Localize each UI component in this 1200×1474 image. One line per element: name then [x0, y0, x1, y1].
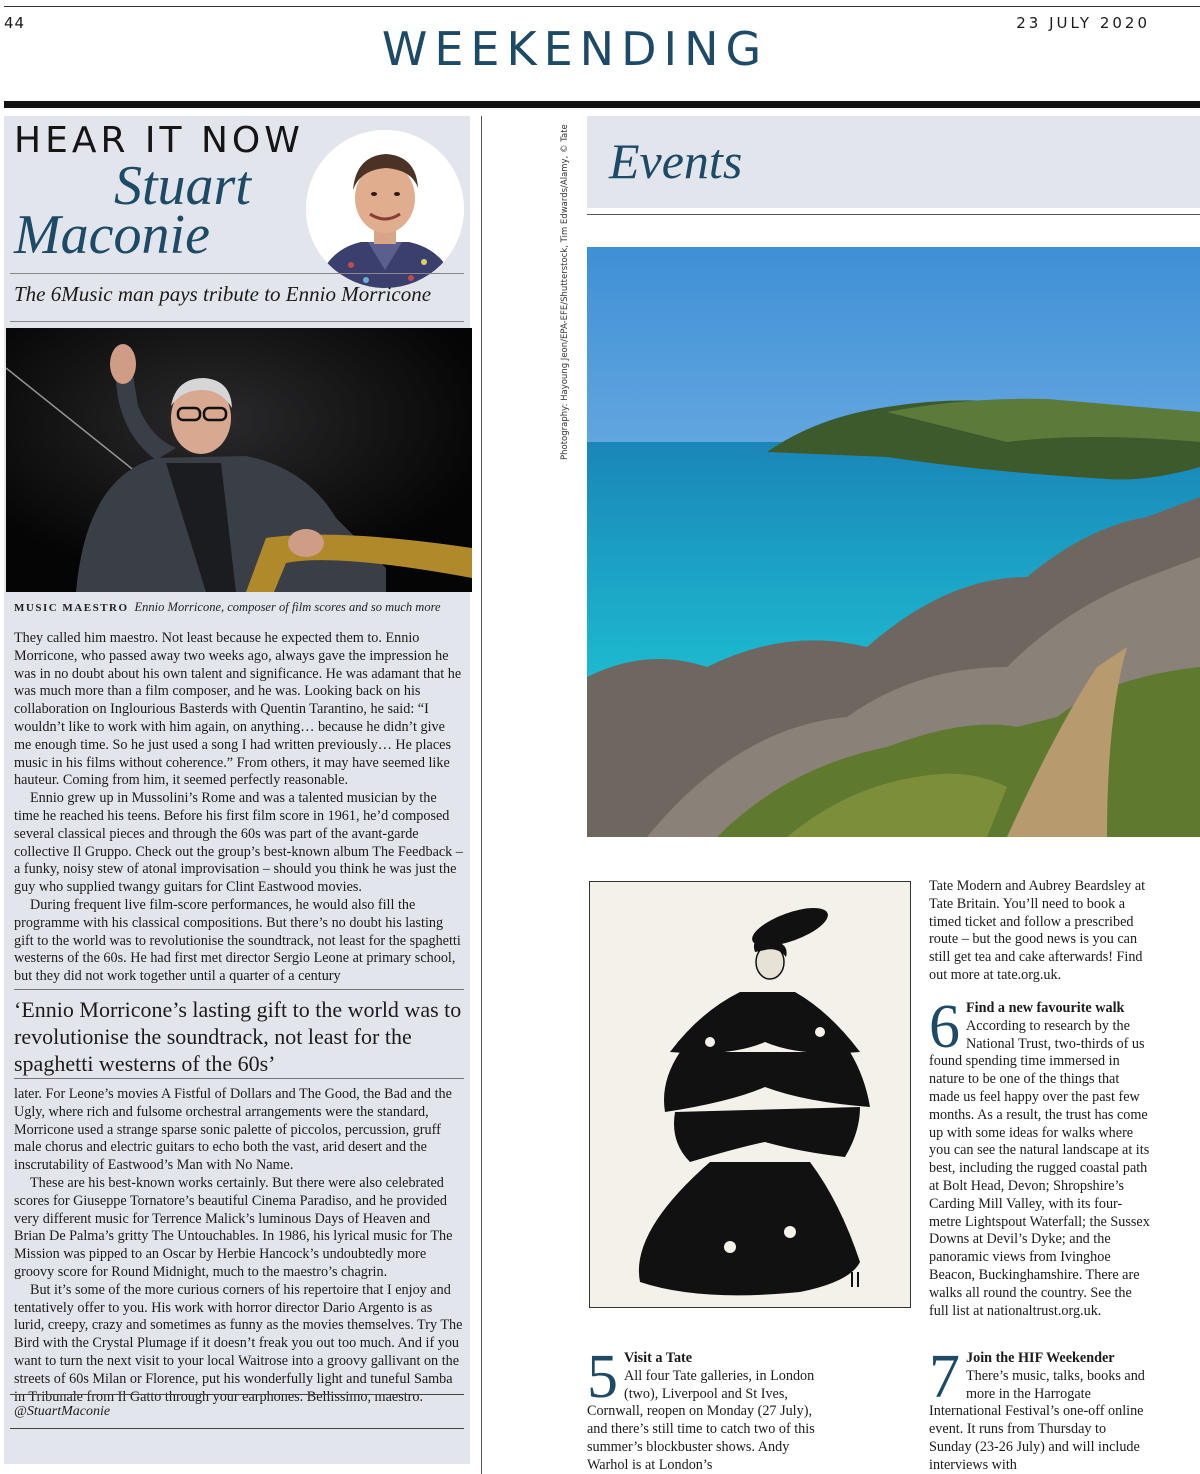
beardsley-illustration [589, 881, 911, 1308]
author-handle: @StuartMaconie [14, 1404, 111, 1419]
pull-quote-rule [14, 989, 464, 990]
event-item-6 [929, 993, 1151, 1320]
event-text: There’s music, talks, books and more in the Harrogate International Festival’s one-off online event. It runs from Thursday to Sunday (23-26 July) and will include interviews with [929, 1367, 1145, 1473]
pull-quote: ‘Ennio Morricone’s lasting gift to the world was to revolutionise the soundtrack, not least for the spaghetti westerns of the 60s’ [14, 997, 462, 1076]
article-paragraph: But it’s some of the more curious corners of his repertoire that I enjoy and tentatively offer to you. His work with horror director Dario Argento is as lurid, creepy, crazy and sometimes as funny as the movies themselves. Try The Bird with the Crystal Plumage if it doesn’t freak you out too much. And if you want to turn the next visit to your local Waitrose into a groovy gallivant on the streets of 60s Milan or Florence, put his wonderfully light and tuneful Samba in Tribunale from Il Gatto through your earphones. Bellissimo, maestro. [14, 1281, 463, 1405]
events-header [587, 116, 1200, 208]
article-body-top [14, 630, 464, 986]
article-paragraph: They called him maestro. Not least because he expected them to. Ennio Morricone, who passed away two weeks ago, always gave the impression he was in no doubt about his own talent and significance. He was adamant that he was much more than a film composer, and he was. Looking back on his collaboration on Inglourious Basterds with Quentin Tarantino, he said: “I wouldn’t like to work with him again, on anything… because he didn’t give me enough time. So he just used a song I had written previously… He places music in his films without coherence.” From others, it may have seemed like hauteur. Coming from him, it seemed perfectly reasonable. [14, 630, 462, 789]
section-masthead: WEEKENDING [381, 22, 769, 76]
pull-quote-rule [14, 1078, 464, 1079]
event-item-7 [929, 1343, 1151, 1474]
signoff-rule [10, 1394, 464, 1395]
author-headshot [306, 130, 464, 288]
author-last-name: Maconie [14, 204, 210, 266]
article-paragraph: During frequent live film-score performances, he would also fill the programme with his classical compositions. But there’s no doubt his lasting gift to the world was to revolutionise the soundtrack, not least for the spaghetti westerns of the 60s. He had first met director Sergio Leone at primary school, but they did not work together until a quarter of a century [14, 896, 461, 985]
event-text: All four Tate galleries, in London (two), Liverpool and St Ives, Cornwall, reopen on Monday (27 July), and there’s still time to catch two of this summer’s blockbuster shows. Andy Warhol is at London’s [587, 1367, 815, 1473]
coastal-photo [587, 247, 1200, 837]
photo-caption [14, 600, 441, 615]
event-text: According to research by the National Trust, two-thirds of us found spending time immersed in nature to be one of the things that made us feel happy over the past few months. As a result, the trust has come up with some ideas for walks where you can see the natural landscape at its best, including the rugged coastal path at Bolt Head, Devon; Shropshire’s Carding Mill Valley, with its four-metre Lightspout Waterfall; the Sussex Downs at Devil’s Dyke; and the panoramic views from Ivinghoe Beacon, Buckinghamshire. There are walks all round the country. See the full list at nationaltrust.org.uk. [929, 1017, 1150, 1319]
caption-label: MUSIC MAESTRO [14, 602, 129, 614]
masthead-rule [4, 101, 1200, 108]
column-label: HEAR IT NOW [14, 120, 304, 161]
standfirst: The 6Music man pays tribute to Ennio Morricone [14, 282, 432, 306]
issue-date: 23 JULY 2020 [1016, 14, 1150, 32]
event-item-5 [587, 1343, 819, 1474]
photo-credit: Photography: Hayoung Jeon/EPA-EFE/Shutterstock, Tim Edwards/Alamy, © Tate [560, 124, 570, 460]
article-paragraph: later. For Leone’s movies A Fistful of Dollars and The Good, the Bad and the Ugly, where rich and fulsome orchestral arrangements were the standard, Morricone used a strange sparse sonic palette of piccolos, percussion, gruff male chorus and electric guitars to echo both the vast, arid desert and the inscrutability of Eastwood’s Man with No Name. [14, 1086, 452, 1174]
event-title: Visit a Tate [624, 1350, 693, 1366]
author-first-name: Stuart [114, 155, 251, 217]
event-title: Find a new favourite walk [966, 1000, 1125, 1016]
events-rule [587, 214, 1200, 215]
page-number: 44 [4, 14, 26, 32]
event-number: 7 [929, 1343, 960, 1411]
column-panel [4, 116, 470, 1464]
panel-divider [10, 273, 464, 274]
event-title: Join the HIF Weekender [966, 1350, 1115, 1366]
tate-continued-text: Tate Modern and Aubrey Beardsley at Tate Britain. You’ll need to book a timed ticket and follow a prescribed route – but the good news is you can still get tea and cake afterwards! Find out more at tate.org.uk. [929, 878, 1146, 983]
article-paragraph: These are his best-known works certainly. But there were also celebrated scores for Giuseppe Tornatore’s beautiful Cinema Paradiso, and he provided very different music for Terrence Malick’s luminous Days of Heaven and Brian De Palma’s gritty The Untouchables. In 1986, his lyrical music for The Mission was pipped to an Oscar by Herbie Hancock’s undoubtedly more groovy score for Round Midnight, much to the maestro’s chagrin. [14, 1174, 453, 1280]
morricone-photo [6, 328, 472, 592]
event-number: 5 [587, 1343, 618, 1411]
event-number: 6 [929, 993, 960, 1061]
column-divider [481, 116, 482, 1474]
article-paragraph: Ennio grew up in Mussolini’s Rome and was a talented musician by the time he reached his teens. Before his first film score in 1961, he’d composed several classical pieces and through the 60s was part of the avant-garde collective Il Gruppo. Check out the group’s best-known album The Feedback – a funky, noisy stew of atonal improvisation – should you think he was just the guy who supplied twangy guitars for Clint Eastwood movies. [14, 790, 463, 896]
top-hairline [4, 6, 1200, 7]
caption-text: Ennio Morricone, composer of film scores and so much more [134, 600, 441, 614]
panel-bottom-rule [10, 1428, 464, 1429]
events-title: Events [609, 133, 743, 189]
article-body-bottom [14, 1086, 464, 1406]
panel-divider [10, 321, 464, 322]
